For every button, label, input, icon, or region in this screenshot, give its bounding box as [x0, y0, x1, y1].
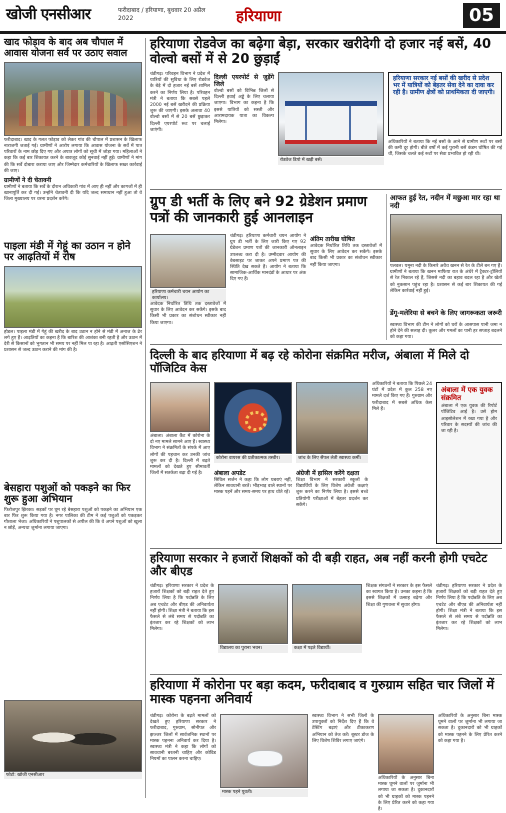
- story2-caption: हरियाणा कर्मचारी चयन आयोग का कार्यालय।: [150, 289, 226, 302]
- dateline: फरीदाबाद / हरियाणा, बुधवार 20 अप्रैल 2022: [118, 7, 206, 22]
- corona-column-1: [150, 434, 210, 544]
- mask-headline: हरियाणा में कोरोना पर बड़ा कदम, फरीदाबाद व गुरुग्राम सहित चार जिलों में मास्क पहनना अनिवार्य: [150, 677, 495, 707]
- left-headline-3: बेसहारा पशुओं को पकड़ने का फिर शुरू हुआ अभियान: [4, 482, 131, 506]
- lead-photo-caption: रोडवेज डिपो में खड़ी बसें।: [278, 157, 384, 165]
- corona-subheading: अंग्रेजी में हासिल करेंगे दक्षता: [296, 470, 360, 477]
- lead-paragraph: अधिकारियों ने बताया कि नई बसों के आने से ग्रामीण रूटों पर बसों की कमी दूर होगी। बीते वर्षों में कई पुरानी बसें कंडम घोषित की गई थीं, जिसके चलते कई रूटों पर सेवा प्रभावित हो रही थी।: [388, 140, 502, 158]
- page-number: 05: [463, 3, 500, 28]
- flood-paragraph: स्वास्थ्य विभाग की टीम ने लोगों को घरों के आसपास पानी जमा न होने देने की सलाह दी। कूलर और गमलों का पानी हर सप्ताह बदलने को कहा गया।: [390, 323, 502, 341]
- corona-portrait-photo: [150, 382, 210, 432]
- teachers-caption-1: विद्यालय का पुराना भवन।: [218, 645, 288, 653]
- left-paragraph: होडल। पाइला मंडी में गेहूं की खरीद के बाद उठान न होने से मंडी में अनाज के ढेर लगे हुए हैं। आढ़तियों का कहना है कि बारिश की आशंका बनी रहती है और उठान में देरी से किसानों को भुगतान भी समय पर नहीं मिल पा रहा है। आढ़ती एसोसिएशन ने प्रशासन से जल्द उठान कराने की मांग की है।: [4, 329, 142, 354]
- corona-headline: दिल्ली के बाद हरियाणा में बढ़ रहे कोरोना संक्रमित मरीज, अंबाला में मिले दो पॉजिटिव केस: [150, 348, 470, 376]
- flood-photo: [390, 214, 502, 262]
- divider: [150, 189, 502, 190]
- left-article-1: [4, 138, 142, 238]
- teachers-column-1: [150, 584, 214, 670]
- corona-column-2: [214, 468, 292, 544]
- left-paragraph: फरीदाबाद। खाद के गलत फोड़ाव को लेकर गांव की चौपाल में प्रशासन के खिलाफ नाराजगी जताई गई। ग्रामीणों ने आरोप लगाया कि आवास योजना के सर्वे में पात्र परिवारों के नाम छोड़ दिए गए और अपात्र लोगों को सूची में जोड़ा गया। महिलाओं ने कहा कि कई बार शिकायत करने के बावजूद कोई सुनवाई नहीं हुई। ग्रामीणों ने मांग की कि सर्वे दोबारा कराया जाए और जिम्मेदार कर्मचारियों के खिलाफ सख्त कार्रवाई की जाए।: [4, 137, 142, 174]
- left-photo-2: [4, 266, 142, 328]
- lead-column-3: [388, 140, 502, 186]
- section-title: हरियाणा: [236, 7, 282, 25]
- flood-article: [390, 264, 502, 308]
- left-paragraph: ग्रामीणों ने बताया कि सर्वे के दौरान अधिकारी गांव में आए ही नहीं और कागजों में ही खानापूर्ति कर दी गई। उन्होंने चेतावनी दी कि यदि जल्द समाधान नहीं हुआ तो वे जिला मुख्यालय पर धरना प्रदर्शन करेंगे।: [4, 185, 142, 203]
- lead-headline: हरियाणा रोडवेज का बढ़ेगा बेड़ा, सरकार खरीदेगी दो हजार नई बसें, 40 वोल्वो बसों में से 20 छुड़ाईं: [150, 37, 492, 67]
- left-subheading: ग्रामीणों ने दी चेतावनी: [4, 177, 52, 185]
- mask-photo: [220, 714, 308, 788]
- corona-box-text: अंबाला में एक युवक की रिपोर्ट पॉजिटिव आई है। उसे होम आइसोलेशन में रखा गया है और परिवार के सदस्यों की जांच की जा रही है।: [441, 404, 497, 434]
- left-photo-3: [4, 700, 142, 772]
- left-article-2: [4, 330, 142, 480]
- flood-article-2: [390, 323, 502, 340]
- mask-portrait-photo: [378, 714, 434, 774]
- teachers-column-2: [366, 584, 432, 670]
- teachers-photo-1: [218, 584, 288, 644]
- corona-box-headline: अंबाला में एक युवक संक्रमित: [441, 386, 493, 403]
- flood-headline-2: डेंगू-मलेरिया से बचने के लिए जागरूकता जरूरी: [390, 309, 502, 317]
- divider: [150, 674, 502, 675]
- story2-headline: ग्रुप डी भर्ती के लिए बने 92 ग्रेडेशन प्रमाण पत्रों की जानकारी हुई आनलाइन: [150, 194, 368, 227]
- mask-paragraph: स्वास्थ्य विभाग ने सभी जिलों के उपायुक्तों को निर्देश दिए हैं कि वे टेस्टिंग बढ़ाएं और टीकाकरण अभियान को तेज करें। बूस्टर डोज के लिए विशेष शिविर लगाए जाएंगे।: [312, 714, 374, 744]
- lead-paragraph: वोल्वो बसों को विभिन्न जिलों से दिल्ली हवाई अड्डे के लिए चलाया जाएगा। विभाग का कहना है कि इससे यात्रियों को सस्ती और आरामदायक यात्रा का विकल्प मिलेगा।: [214, 89, 274, 126]
- mask-column-1: [150, 714, 216, 798]
- story2-paragraph: आवेदक निर्धारित तिथि तक दस्तावेजों में सुधार के लिए आवेदन कर सकेंगे। इसके बाद किसी भी प्रकार का संशोधन स्वीकार नहीं किया जाएगा।: [310, 244, 382, 268]
- left-column: [4, 38, 146, 798]
- left-paragraph: फिरोजपुर झिरका। सड़कों पर घूम रहे बेसहारा पशुओं को पकड़ने का अभियान एक बार फिर शुरू किया गया है। नगर पालिका की टीम ने कई पशुओं को पकड़कर गौशाला भेजा। अधिकारियों ने पशुपालकों से अपील की कि वे अपने पशुओं को खुला न छोड़ें, अन्यथा जुर्माना लगाया जाएगा।: [4, 507, 142, 532]
- photo-credit: फोटो: खोजी एनसीआर: [4, 772, 142, 780]
- lead-photo-buses: [278, 72, 384, 156]
- flood-headline: आफत हुई रेत, नदीन में मछुआ मार रहा था नदी: [390, 194, 500, 211]
- corona-paragraph: अंबाला। अंबाला कैंट में कोरोना के दो नए मामले सामने आए हैं। स्वास्थ्य विभाग ने संक्रमितों के संपर्क में आए लोगों की पहचान कर उनकी जांच शुरू कर दी है। दिल्ली में बढ़ते मामलों को देखते हुए सीमावर्ती जिलों में सतर्कता बढ़ा दी गई है।: [150, 434, 210, 477]
- masthead: [0, 0, 506, 34]
- mask-column-3: [378, 776, 434, 813]
- mask-caption: मास्क पहने युवती।: [220, 789, 308, 797]
- left-photo-1: [4, 62, 142, 136]
- divider: [386, 194, 387, 340]
- corona-caption-1: कोरोना वायरस की प्रतीकात्मक तस्वीर।: [214, 455, 292, 463]
- teachers-photo-2: [292, 584, 362, 644]
- left-article-3: [4, 508, 142, 698]
- corona-column-4: [372, 382, 432, 544]
- corona-sampling-photo: [296, 382, 368, 454]
- story2-photo: [150, 234, 226, 288]
- flood-paragraph: पलवल। यमुना नदी के किनारे अवैध खनन से रेत के टीले बन गए हैं। ग्रामीणों ने बताया कि खनन माफिया रात के अंधेरे में ट्रैक्टर-ट्रॉलियों से रेत निकाल रहे हैं, जिससे नदी का बहाव बदल रहा है और खेतों को नुकसान पहुंच रहा है। प्रशासन से कई बार शिकायत की गई लेकिन कार्रवाई नहीं हुई।: [390, 264, 502, 294]
- teachers-paragraph: शिक्षक संगठनों ने सरकार के इस फैसले का स्वागत किया है। उनका कहना है कि इससे शिक्षकों में उत्साह बढ़ेगा और शिक्षा की गुणवत्ता में सुधार होगा।: [366, 584, 432, 608]
- left-headline-1: खाद फोड़ाव के बाद अब चौपाल में आवास योजना सर्व पर उठाए सवाल: [4, 37, 128, 59]
- teachers-caption-2: कक्षा में पढ़ते विद्यार्थी।: [292, 645, 362, 653]
- mask-paragraph: अधिकारियों के अनुसार बिना मास्क घूमने वालों पर जुर्माना भी लगाया जा सकता है। दुकानदारों को भी ग्राहकों को मास्क पहनने के लिए प्रेरित करने को कहा गया है।: [378, 776, 434, 813]
- divider: [150, 548, 502, 549]
- mask-column-2: [312, 714, 374, 798]
- main-area: [150, 37, 502, 813]
- left-headline-2: पाइला मंडी में गेहूं का उठान न होने पर आढ़तियों में रोष: [4, 240, 131, 264]
- teachers-column-3: [436, 584, 502, 670]
- story2-paragraph: चंडीगढ़। हरियाणा कर्मचारी चयन आयोग ने ग्रुप डी भर्ती के लिए जारी किए गए 92 ग्रेडेशन प्रमाण पत्रों की जानकारी ऑनलाइन उपलब्ध करा दी है। उम्मीदवार आयोग की वेबसाइट पर जाकर अपने प्रमाण पत्र की स्थिति देख सकते हैं। आयोग ने बताया कि सामाजिक-आर्थिक मानदंडों के आधार पर अंक दिए गए हैं।: [230, 234, 306, 283]
- lead-subheading: दिल्ली एयरपोर्ट से जुड़ेंगे जिले: [214, 74, 274, 88]
- mask-column-4: [438, 714, 502, 798]
- corona-virus-photo: [214, 382, 292, 454]
- mask-paragraph: चंडीगढ़। कोरोना के बढ़ते मामलों को देखते हुए हरियाणा सरकार ने फरीदाबाद, गुरुग्राम, सोनीपत और झज्जर जिलों में सार्वजनिक स्थानों पर मास्क पहनना अनिवार्य कर दिया है। स्वास्थ्य मंत्री ने कहा कि लोगों को सावधानी बरतनी चाहिए और कोविड नियमों का पालन करना चाहिए।: [150, 714, 216, 763]
- teachers-paragraph: चंडीगढ़। हरियाणा सरकार ने प्रदेश के हजारों शिक्षकों को बड़ी राहत देते हुए निर्णय लिया है कि पदोन्नति के लिए अब एचटेट और बीएड की अनिवार्यता नहीं होगी। शिक्षा मंत्री ने बताया कि इस फैसले से लंबे समय से पदोन्नति का इंतजार कर रहे शिक्षकों को लाभ मिलेगा।: [150, 584, 214, 633]
- lead-inset-text: हरियाणा सरकार नई बसों की खरीद से प्रदेश भर में यात्रियों को बेहतर सेवा देने का दावा कर रही है। ग्रामीण क्षेत्रों को प्राथमिकता दी जाएगी।: [393, 75, 495, 96]
- teachers-paragraph: चंडीगढ़। हरियाणा सरकार ने प्रदेश के हजारों शिक्षकों को बड़ी राहत देते हुए निर्णय लिया है कि पदोन्नति के लिए अब एचटेट और बीएड की अनिवार्यता नहीं होगी। शिक्षा मंत्री ने बताया कि इस फैसले से लंबे समय से पदोन्नति का इंतजार कर रहे शिक्षकों को लाभ मिलेगा।: [436, 584, 502, 633]
- divider: [150, 344, 502, 345]
- corona-sidebar-box: [436, 382, 502, 544]
- corona-paragraph: अधिकारियों ने बताया कि पिछले 24 घंटों में प्रदेश में कुल 258 नए मामले दर्ज किए गए हैं। गुरुग्राम और फरीदाबाद में सबसे अधिक केस मिले हैं।: [372, 382, 432, 412]
- lead-inset-box: [388, 72, 502, 136]
- lead-paragraph: चंडीगढ़। परिवहन विभाग ने प्रदेश में यात्रियों की सुविधा के लिए रोडवेज के बेड़े में दो हजार नई बसें शामिल करने का निर्णय लिया है। परिवहन मंत्री ने बताया कि सबसे पहले 2000 नई बसें खरीदने की प्रक्रिया शुरू की जाएगी। इसके अलावा 40 वोल्वो बसों में से 20 बसें छुड़ाकर दिल्ली एयरपोर्ट रूट पर चलाई जाएंगी।: [150, 72, 210, 133]
- corona-paragraph: सिविल सर्जन ने कहा कि लोग घबराएं नहीं, लेकिन सावधानी बरतें। भीड़भाड़ वाले स्थानों पर मास्क पहनें और समय-समय पर हाथ धोते रहें।: [214, 478, 292, 496]
- corona-paragraph: शिक्षा विभाग ने सरकारी स्कूलों के विद्यार्थियों के लिए विशेष अंग्रेजी कक्षाएं शुरू करने का निर्णय लिया है। इससे बच्चे प्रतियोगी परीक्षाओं में बेहतर प्रदर्शन कर सकेंगे।: [296, 478, 368, 508]
- corona-subheading: अंबाला अपडेट: [214, 470, 246, 477]
- story2-subheading: अंतिम तारीख घोषित: [310, 236, 355, 243]
- corona-caption-2: जांच के लिए सैंपल लेती स्वास्थ्य कर्मी।: [296, 455, 368, 463]
- story2-paragraph: आवेदक निर्धारित तिथि तक दस्तावेजों में सुधार के लिए आवेदन कर सकेंगे। इसके बाद किसी भी प्रकार का संशोधन स्वीकार नहीं किया जाएगा।: [150, 302, 226, 326]
- corona-column-3: [296, 468, 368, 544]
- story2-column-0: [150, 302, 226, 340]
- lead-column-2: [214, 72, 274, 186]
- lead-column-1: [150, 72, 210, 186]
- newspaper-logo: खोजी एनसीआर: [6, 5, 91, 23]
- mask-paragraph: अधिकारियों के अनुसार बिना मास्क घूमने वालों पर जुर्माना भी लगाया जा सकता है। दुकानदारों को भी ग्राहकों को मास्क पहनने के लिए प्रेरित करने को कहा गया है।: [438, 714, 502, 744]
- teachers-headline: हरियाणा सरकार ने हजारों शिक्षकों को दी बड़ी राहत, अब नहीं करनी होगी एचटेट और बीएड: [150, 551, 488, 579]
- story2-column-1: [230, 234, 306, 340]
- story2-column-2: [310, 234, 382, 340]
